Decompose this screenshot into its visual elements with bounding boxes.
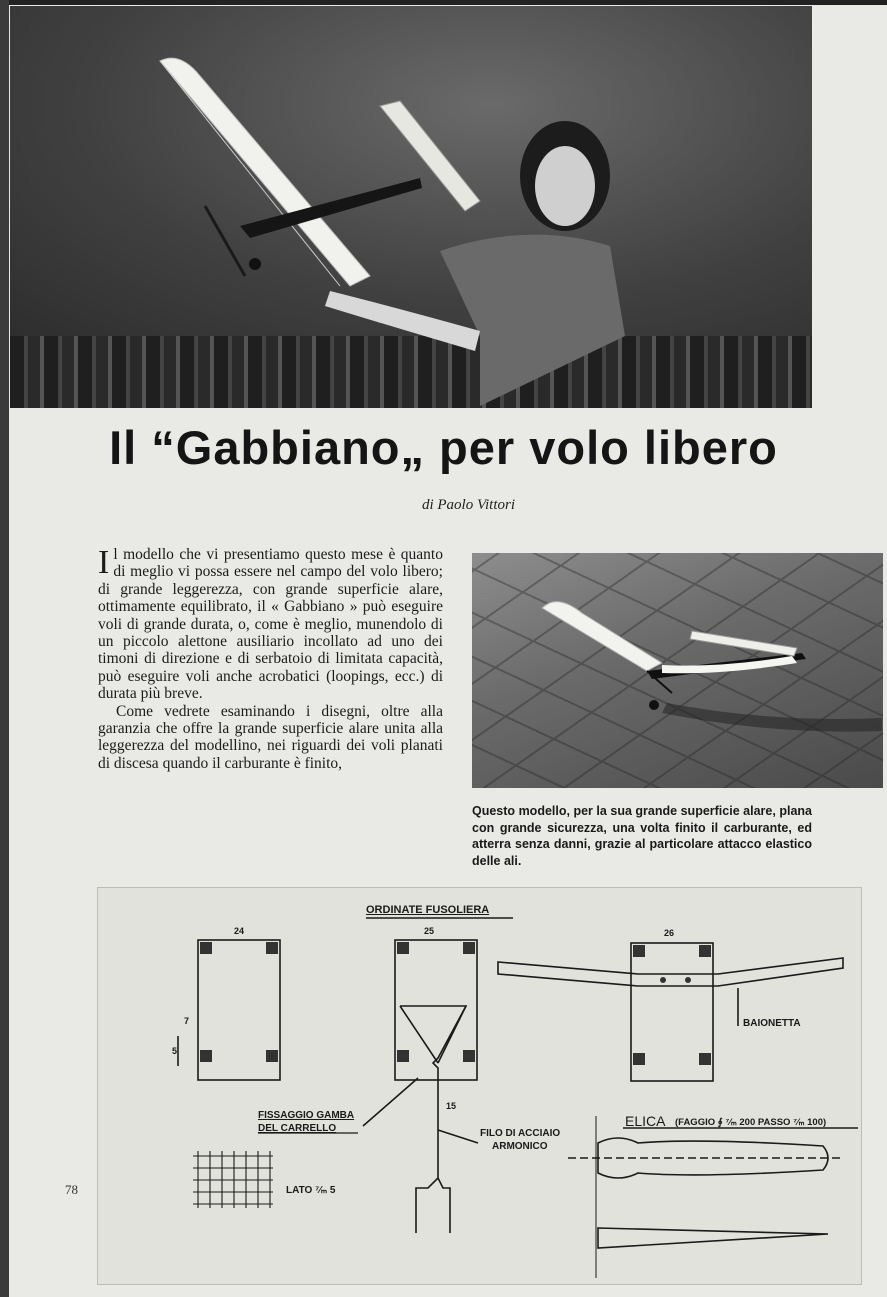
filo-label-line1: FILO DI ACCIAIO — [480, 1128, 561, 1139]
page-edge — [0, 0, 887, 5]
fissaggio-label-line1: FISSAGGIO GAMBA — [258, 1110, 355, 1121]
drop-cap: I — [98, 544, 110, 581]
photo-model-on-floor — [472, 553, 883, 788]
dimension-label: 7 — [184, 1016, 190, 1026]
filo-label-line2: ARMONICO — [492, 1141, 548, 1152]
baionetta-label: BAIONETTA — [743, 1018, 801, 1029]
dimension-label: 26 — [664, 928, 675, 938]
drawing-heading: ORDINATE FUSOLIERA — [366, 904, 490, 916]
model-plane-ground-illustration — [472, 553, 883, 788]
paragraph-1 — [98, 546, 443, 703]
dimension-label: 25 — [424, 926, 435, 936]
fissaggio-label-line2: DEL CARRELLO — [258, 1123, 337, 1134]
dimension-label: 15 — [446, 1101, 457, 1111]
paragraph-1-text: l modello che vi presentiamo questo mese è quanto di meglio vi possa essere nel campo del volo libero; di grande leggerezza, con grande superficie alare, ottimamente equilibrato, il « Gabbiano » può eseguire voli di grande durata, o, come è meglio, munendolo di un piccolo alettone ausiliario incollato ad uno dei timoni di direzione e di serbatoio di limitata capacità, può eseguire voli anche acrobatici (loopings, ecc.) di durata più breve. — [98, 546, 443, 703]
page-spine — [0, 0, 9, 1297]
drawing-lines — [98, 888, 861, 1284]
page-number: 78 — [65, 1182, 78, 1197]
article-body — [98, 546, 443, 772]
photo-woman-with-model-plane — [10, 6, 812, 408]
article-byline: di Paolo Vittori — [421, 497, 516, 513]
scale-label: LATO ⁷⁄ₘ 5 — [286, 1185, 336, 1196]
elica-title: ELICA — [625, 1113, 666, 1129]
dimension-label: 24 — [234, 926, 245, 936]
elica-spec: (FAGGIO ∮ ⁷⁄ₘ 200 PASSO ⁷⁄ₘ 100) — [675, 1117, 827, 1128]
article-title: Il “Gabbiano„ per volo libero — [109, 421, 778, 474]
dimension-label: 5 — [172, 1046, 178, 1056]
paragraph-2: Come vedrete esaminando i disegni, oltre alla garanzia che offre la grande superficie alare unita alla leggerezza del modellino, nei riguardi dei voli planati di discesa quando il carburante è finito, — [98, 702, 443, 772]
model-plane-illustration — [10, 6, 812, 408]
technical-drawing — [97, 887, 862, 1285]
photo-caption: Questo modello, per la sua grande superficie alare, plana con grande sicurezza, una volta finito il carburante, ed atterra senza danni, grazie al particolare attacco elastico delle ali. — [472, 804, 812, 868]
